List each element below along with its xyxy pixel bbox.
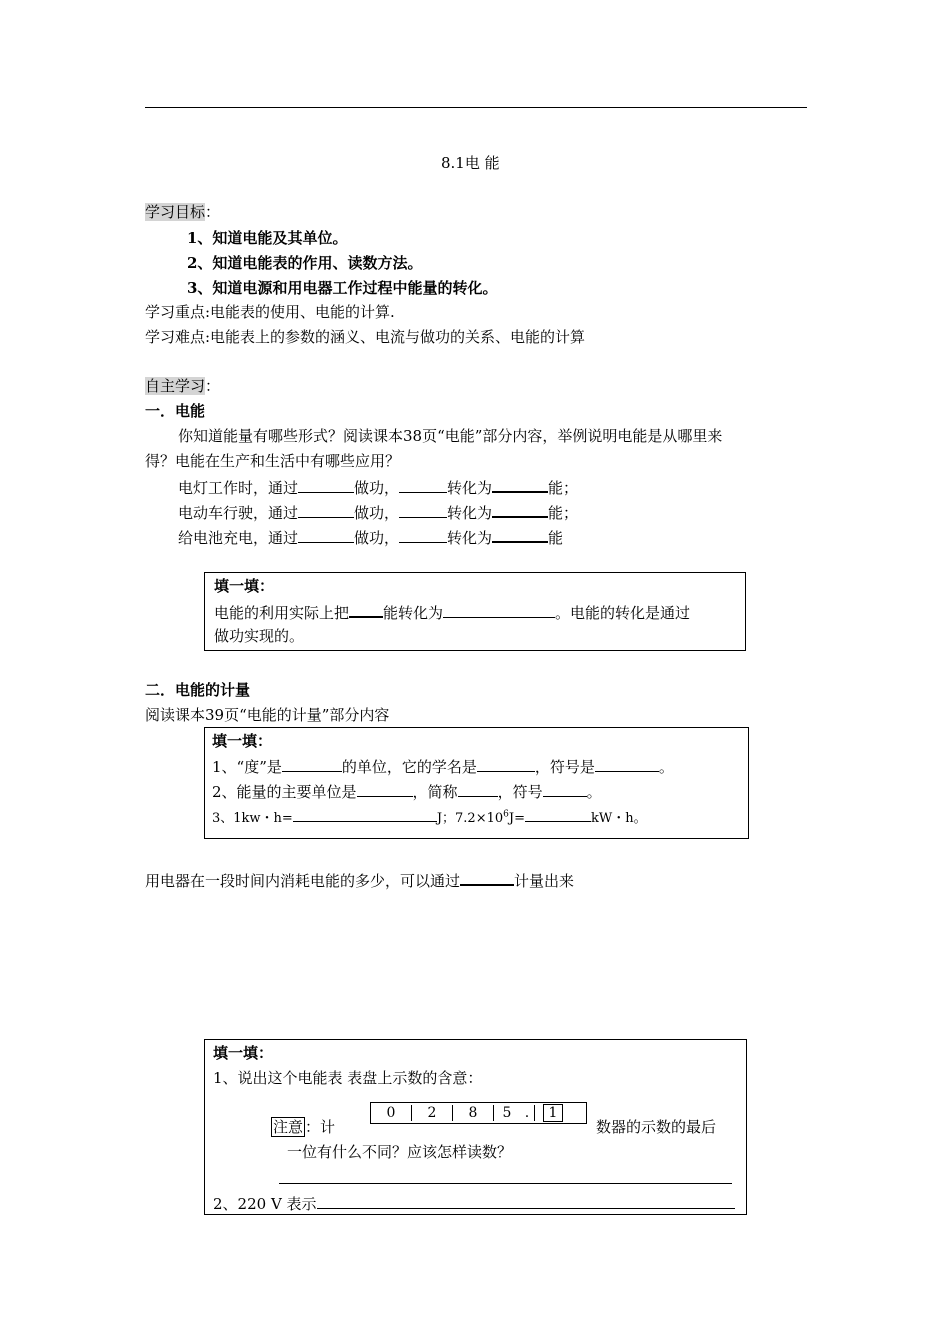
counter-decimal-point: . (520, 1105, 535, 1121)
answer-line[interactable] (279, 1183, 732, 1184)
fill-row-2 (178, 501, 578, 523)
meter-sentence (145, 869, 574, 891)
box3-q1: 1、说出这个电能表 表盘上示数的含意： (213, 1069, 483, 1087)
box2-q1 (212, 756, 674, 777)
top-rule (145, 107, 807, 108)
box2-text: J；7.2×10 (436, 811, 504, 826)
counter-last-digit: 1 (543, 1104, 563, 1122)
box2-title: 填一填： (212, 732, 273, 750)
note-text: ：计 (305, 1118, 336, 1136)
fill-row-text: 能； (548, 479, 579, 497)
self-study-heading (145, 376, 220, 396)
box2-text: 2、能量的主要单位是 (212, 783, 357, 801)
goals-heading (145, 202, 220, 222)
meter-sentence-text: 用电器在一段时间内消耗电能的多少，可以通过 (145, 872, 461, 890)
self-study-label: 自主学习 (145, 377, 206, 395)
section1-para-line1: 你知道能量有哪些形式？阅读课本38页“电能”部分内容，举例说明电能是从哪里来 (178, 427, 723, 445)
goals-colon: ： (205, 203, 221, 221)
goal-item-2: 2、知道电能表的作用、读数方法。 (187, 254, 423, 272)
fill-row-text: 做功， (354, 479, 400, 497)
note-line (271, 1117, 335, 1137)
answer-blank[interactable] (399, 527, 447, 543)
box2-text: 的单位，它的学名是 (341, 758, 477, 776)
fill-row-text: 电灯工作时，通过 (178, 479, 299, 497)
exponent: 6 (503, 809, 509, 820)
fill-row-text: 做功， (354, 529, 400, 547)
counter-digit: 0 (371, 1105, 412, 1121)
answer-blank[interactable] (525, 806, 591, 822)
answer-blank[interactable] (443, 602, 555, 618)
box2-text: 。 (658, 758, 674, 776)
box3-q2 (213, 1193, 735, 1214)
self-study-colon: ： (205, 377, 221, 395)
box2-text: ，简称 (412, 783, 458, 801)
note-question: 一位有什么不同？应该怎样读数？ (287, 1143, 513, 1161)
fill-row-1 (178, 476, 578, 498)
fill-row-text: 转化为 (447, 504, 493, 522)
answer-blank[interactable] (492, 526, 548, 543)
box1-text: 。电能的转化是通过 (555, 604, 691, 622)
fill-row-text: 电动车行驶，通过 (178, 504, 299, 522)
fill-row-text: 转化为 (447, 479, 493, 497)
page-title: 8.1电 能 (441, 154, 500, 172)
counter-digit: 5 (502, 1105, 512, 1121)
counter-digit: 2 (412, 1105, 453, 1121)
goal-item-1: 1、知道电能及其单位。 (187, 229, 348, 247)
fill-row-text: 做功， (354, 504, 400, 522)
section2-heading: 二．电能的计量 (145, 681, 251, 699)
box2-q3 (212, 806, 647, 829)
fill-row-text: 能； (548, 504, 579, 522)
box2-text: ，符号 (497, 783, 543, 801)
answer-blank[interactable] (595, 756, 659, 772)
box2-text: 。 (586, 783, 602, 801)
fill-row-text: 给电池充电，通过 (178, 529, 299, 547)
goals-label: 学习目标 (145, 203, 206, 221)
answer-blank[interactable] (349, 601, 383, 618)
box2-text: kW・h。 (590, 811, 647, 826)
fill-row-text: 能 (548, 529, 564, 547)
answer-blank[interactable] (317, 1193, 735, 1209)
answer-blank[interactable] (399, 477, 447, 493)
answer-blank[interactable] (399, 502, 447, 518)
fill-row-3 (178, 526, 563, 548)
difficult-points: 学习难点:电能表上的参数的涵义、电流与做功的关系、电能的计算 (145, 328, 586, 346)
answer-blank[interactable] (357, 781, 413, 797)
box2-text: ，符号是 (534, 758, 595, 776)
meter-sentence-text: 计量出来 (514, 872, 575, 890)
answer-blank[interactable] (293, 806, 437, 822)
answer-blank[interactable] (298, 477, 354, 493)
box1-text: 电能的利用实际上把 (214, 604, 350, 622)
note-continuation: 数器的示数的最后 (596, 1118, 717, 1136)
box1-title: 填一填： (214, 577, 275, 595)
answer-blank[interactable] (477, 756, 535, 772)
note-label: 注意 (273, 1118, 304, 1136)
answer-blank[interactable] (492, 501, 548, 518)
answer-blank[interactable] (460, 869, 514, 886)
box1-text: 能转化为 (383, 604, 444, 622)
meter-counter-display (370, 1102, 587, 1124)
section1-heading: 一．电能 (145, 402, 206, 420)
key-points: 学习重点:电能表的使用、电能的计算. (145, 303, 395, 321)
box2-q2 (212, 781, 602, 802)
answer-blank[interactable] (282, 756, 342, 772)
answer-blank[interactable] (458, 781, 498, 797)
box2-text: 3、1kw・h= (212, 811, 293, 826)
fill-row-text: 转化为 (447, 529, 493, 547)
counter-digit: 8 (453, 1105, 494, 1121)
box3-title: 填一填： (213, 1044, 274, 1062)
box1-line1 (214, 601, 690, 623)
answer-blank[interactable] (492, 476, 548, 493)
box3-q2-text: 2、220 V 表示 (213, 1195, 317, 1213)
box1-line2: 做功实现的。 (214, 627, 305, 645)
answer-blank[interactable] (298, 502, 354, 518)
answer-blank[interactable] (543, 781, 587, 797)
box2-text: J= (508, 811, 525, 826)
section2-intro: 阅读课本39页“电能的计量”部分内容 (145, 706, 390, 724)
goal-item-3: 3、知道电源和用电器工作过程中能量的转化。 (187, 279, 498, 297)
answer-blank[interactable] (298, 527, 354, 543)
box2-text: 1、“度”是 (212, 758, 282, 776)
section1-para-line2: 得？电能在生产和生活中有哪些应用？ (145, 452, 401, 470)
